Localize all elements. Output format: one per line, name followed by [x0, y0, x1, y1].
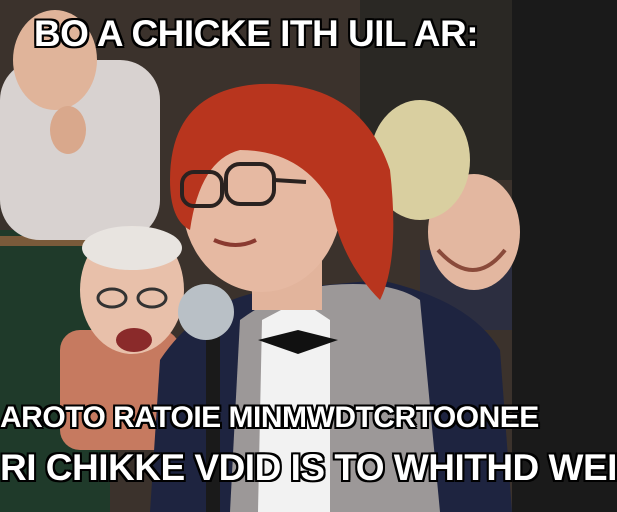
- caption-middle: AROTO RATOIE MINMWDTCRTOONEE: [0, 401, 539, 434]
- caption-bottom: RI CHIKKE VDID IS TO WHITHD WEI: [0, 447, 617, 488]
- caption-top: BO A CHICKE ITH UIL AR:: [33, 13, 479, 54]
